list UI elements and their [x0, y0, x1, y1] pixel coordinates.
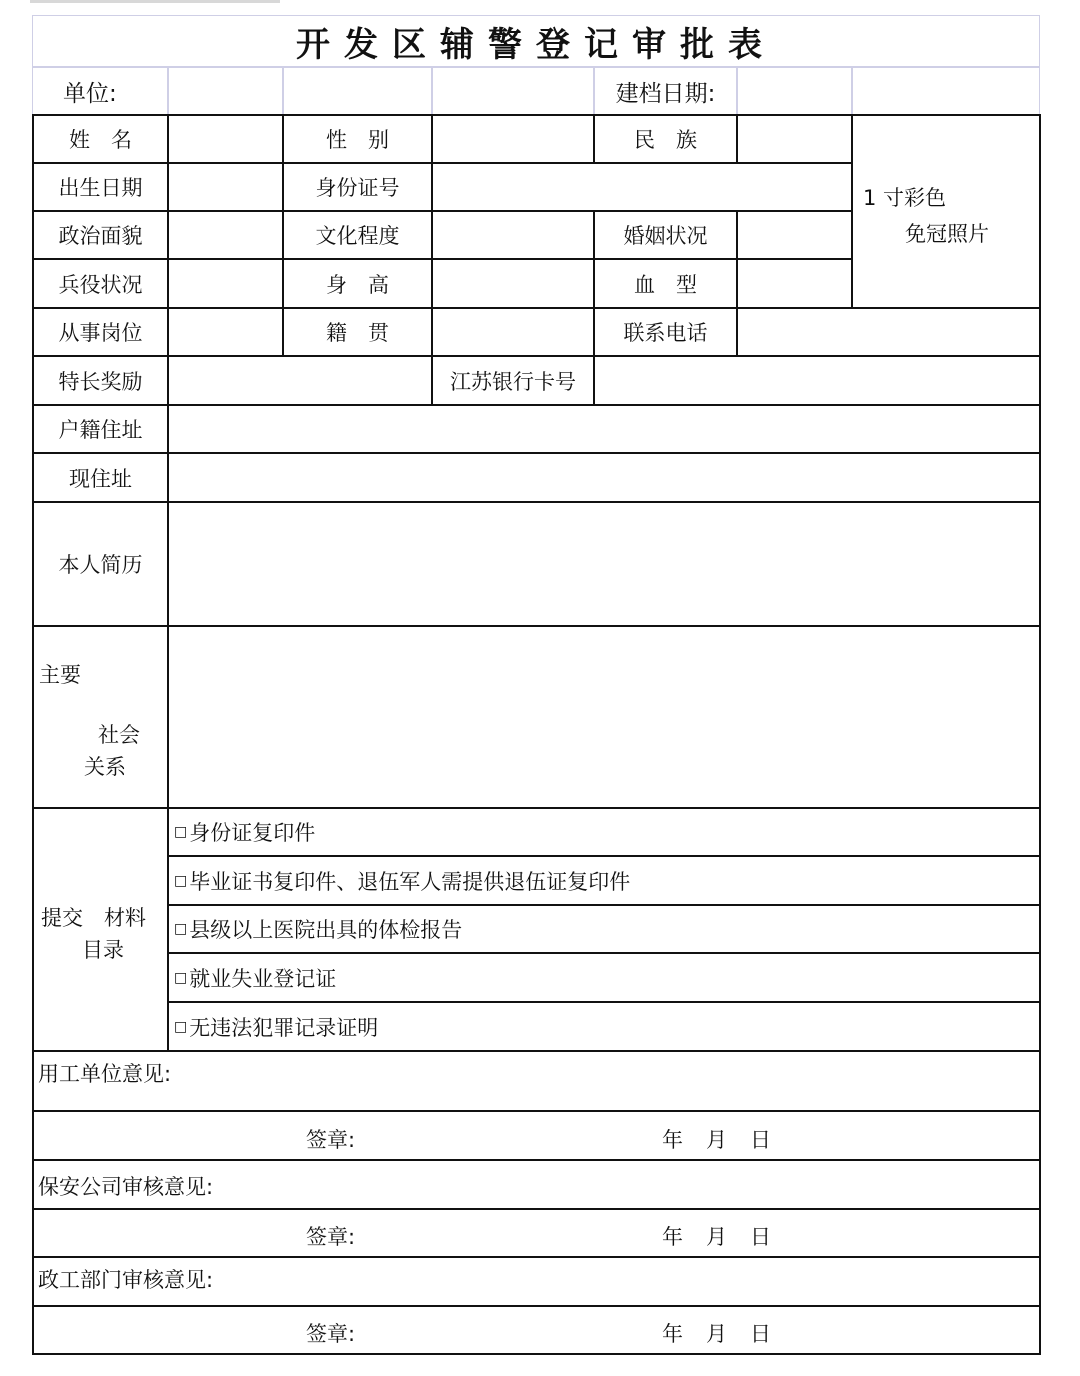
gender-field[interactable] — [431, 114, 595, 164]
month-label: 月 — [706, 1128, 727, 1152]
employer-sign-row[interactable] — [32, 1110, 1041, 1161]
checkbox-icon[interactable]: □ — [174, 969, 188, 986]
material-item-label: 就业失业登记证 — [189, 966, 337, 991]
relations-label-line3: 关系 — [84, 755, 126, 779]
relations-field[interactable] — [167, 625, 1041, 809]
material-item[interactable] — [167, 904, 1041, 954]
top-edge-line — [30, 0, 280, 3]
material-item[interactable] — [167, 952, 1041, 1003]
employer-opinion-label: 用工单位意见: — [38, 1062, 172, 1086]
bank-card-field[interactable] — [593, 355, 1041, 406]
year-label: 年 — [662, 1225, 683, 1249]
date-label: 建档日期: — [594, 67, 737, 115]
blood-field[interactable] — [736, 258, 853, 309]
id-number-field[interactable] — [431, 162, 853, 212]
material-item-label: 无违法犯罪记录证明 — [189, 1015, 379, 1040]
political-field[interactable] — [167, 210, 284, 260]
political-dept-opinion-label: 政工部门审核意见: — [38, 1268, 214, 1292]
marital-field[interactable] — [736, 210, 853, 260]
post-field[interactable] — [167, 307, 284, 357]
form-title: 开发区辅警登记审批表 — [32, 15, 1040, 67]
phone-field[interactable] — [736, 307, 1041, 357]
checkbox-icon[interactable]: □ — [174, 1018, 188, 1035]
material-item[interactable] — [167, 807, 1041, 857]
household-address-field[interactable] — [167, 404, 1041, 454]
year-label: 年 — [662, 1128, 683, 1152]
marital-label: 婚姻状况 — [593, 210, 738, 260]
birth-date-label: 出生日期 — [32, 162, 169, 212]
day-label: 日 — [750, 1322, 771, 1346]
bank-card-label: 江苏银行卡号 — [431, 355, 595, 406]
height-field[interactable] — [431, 258, 595, 309]
birth-date-field[interactable] — [167, 162, 284, 212]
current-address-field[interactable] — [167, 452, 1041, 503]
relations-label-line1: 主要 — [39, 663, 81, 687]
military-label: 兵役状况 — [32, 258, 169, 309]
skills-label: 特长奖励 — [32, 355, 169, 406]
photo-box[interactable] — [851, 114, 1041, 309]
military-field[interactable] — [167, 258, 284, 309]
month-label: 月 — [706, 1322, 727, 1346]
security-sign-row[interactable] — [32, 1208, 1041, 1258]
checkbox-icon[interactable]: □ — [174, 824, 188, 840]
resume-field[interactable] — [167, 501, 1041, 627]
post-label: 从事岗位 — [32, 307, 169, 357]
relations-label-line2: 社会 — [98, 723, 140, 747]
photo-caption-line1: 1 寸彩色 — [863, 186, 947, 210]
day-label: 日 — [750, 1128, 771, 1152]
unit-field-1[interactable] — [168, 67, 283, 115]
sign-label: 签章: — [306, 1322, 356, 1346]
material-item-label: 县级以上医院出具的体检报告 — [189, 918, 463, 942]
unit-field-3[interactable] — [432, 67, 594, 115]
skills-field[interactable] — [167, 355, 433, 406]
name-field[interactable] — [167, 114, 284, 164]
political-label: 政治面貌 — [32, 210, 169, 260]
photo-caption-line2: 免冠照片 — [905, 222, 989, 246]
current-address-label: 现住址 — [32, 452, 169, 503]
day-label: 日 — [750, 1225, 771, 1249]
security-opinion-label: 保安公司审核意见: — [38, 1175, 214, 1199]
native-label: 籍 贯 — [282, 307, 433, 357]
id-number-label: 身份证号 — [282, 162, 433, 212]
relations-label — [32, 625, 169, 809]
material-item[interactable] — [167, 1001, 1041, 1052]
checkbox-icon[interactable]: □ — [174, 921, 188, 937]
unit-label: 单位: — [32, 67, 168, 115]
year-label: 年 — [662, 1322, 683, 1346]
blood-label: 血 型 — [593, 258, 738, 309]
employer-opinion[interactable] — [32, 1050, 1041, 1112]
date-field-2[interactable] — [852, 67, 1040, 115]
household-address-label: 户籍住址 — [32, 404, 169, 454]
material-item-label: 毕业证书复印件、退伍军人需提供退伍证复印件 — [189, 869, 631, 894]
political-dept-opinion[interactable] — [32, 1256, 1041, 1307]
sign-label: 签章: — [306, 1225, 356, 1249]
checkbox-icon[interactable]: □ — [174, 872, 188, 889]
political-dept-sign-row[interactable] — [32, 1305, 1041, 1355]
materials-label-line2: 目录 — [82, 938, 124, 962]
native-field[interactable] — [431, 307, 595, 357]
materials-label — [32, 807, 169, 1052]
unit-field-2[interactable] — [283, 67, 432, 115]
material-item-label: 身份证复印件 — [189, 821, 316, 845]
height-label: 身 高 — [282, 258, 433, 309]
materials-label-line1: 提交 材料 — [41, 906, 146, 930]
resume-label: 本人简历 — [32, 501, 169, 627]
security-opinion[interactable] — [32, 1159, 1041, 1210]
education-field[interactable] — [431, 210, 595, 260]
date-field-1[interactable] — [737, 67, 852, 115]
ethnicity-field[interactable] — [736, 114, 853, 164]
sign-label: 签章: — [306, 1128, 356, 1152]
month-label: 月 — [706, 1225, 727, 1249]
phone-label: 联系电话 — [593, 307, 738, 357]
education-label: 文化程度 — [282, 210, 433, 260]
ethnicity-label: 民 族 — [593, 114, 738, 164]
name-label: 姓 名 — [32, 114, 169, 164]
gender-label: 性 别 — [282, 114, 433, 164]
material-item[interactable] — [167, 855, 1041, 906]
